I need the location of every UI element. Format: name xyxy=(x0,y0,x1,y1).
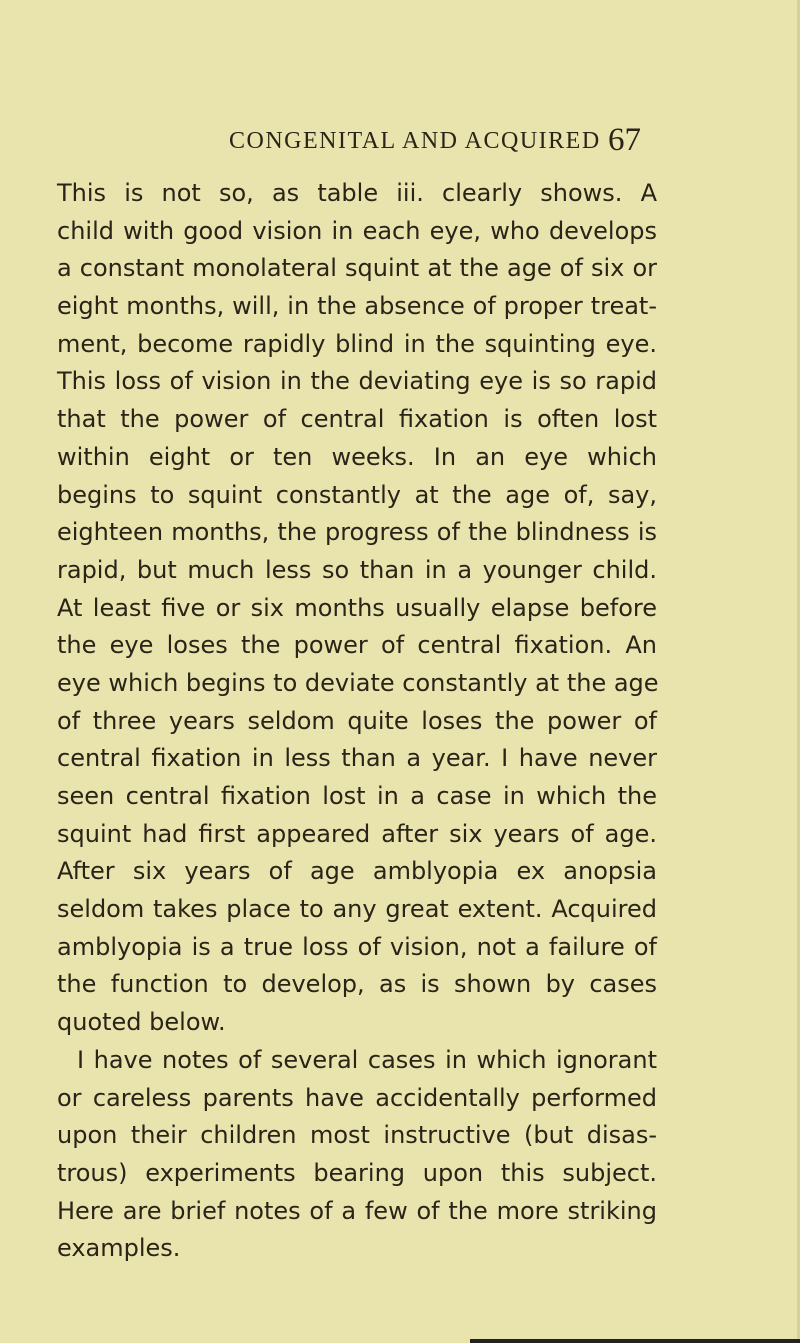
text-line: I have notes of several cases in which ignorant xyxy=(77,1045,657,1074)
text-line: This loss of vision in the deviating eye is so rapid xyxy=(57,367,657,396)
text-line: the function to develop, as is shown by cases xyxy=(57,970,657,999)
text-line: child with good vision in each eye, who develops xyxy=(57,216,657,245)
text-line: or careless parents have accidentally performed xyxy=(57,1083,657,1112)
text-line: eighteen months, the progress of the blindness is xyxy=(57,518,657,547)
text-line: of three years seldom quite loses the power of xyxy=(57,706,657,735)
text-line: that the power of central fixation is often lost xyxy=(57,405,657,434)
text-line: After six years of age amblyopia ex anopsia xyxy=(57,857,657,886)
text-line: amblyopia is a true loss of vision, not a failure of xyxy=(57,932,657,961)
page-number: 67 xyxy=(608,122,641,158)
text-line: seen central fixation lost in a case in which the xyxy=(57,782,657,810)
text-line: examples. xyxy=(57,1234,181,1263)
text-line: a constant monolateral squint at the age of six or xyxy=(57,254,657,283)
running-head xyxy=(0,122,800,168)
text-line: At least five or six months usually elapse before xyxy=(57,593,657,622)
text-line: ment, become rapidly blind in the squinting eye. xyxy=(57,329,657,358)
text-line: eight months, will, in the absence of proper treat- xyxy=(57,292,657,321)
text-line: squint had first appeared after six years of age. xyxy=(57,819,657,848)
text-line: seldom takes place to any great extent. Acquired xyxy=(57,895,657,924)
text-line: trous) experiments bearing upon this subject. xyxy=(57,1158,657,1187)
text-line: begins to squint constantly at the age of, say, xyxy=(57,480,657,509)
running-head-title: CONGENITAL AND ACQUIRED xyxy=(229,128,601,154)
body-text xyxy=(57,175,657,1268)
text-line: Here are brief notes of a few of the more striking xyxy=(57,1196,657,1225)
text-line: upon their children most instructive (but disas- xyxy=(57,1121,657,1150)
text-line: the eye loses the power of central fixation. An xyxy=(57,631,657,660)
text-line: quoted below. xyxy=(57,1008,226,1037)
text-line: within eight or ten weeks. In an eye which xyxy=(57,442,657,471)
text-line: eye which begins to deviate constantly at the age xyxy=(57,668,659,697)
text-line: central fixation in less than a year. I have never xyxy=(57,744,657,773)
text-line: rapid, but much less so than in a younger child. xyxy=(57,555,657,584)
text-line: This is not so, as table iii. clearly shows. A xyxy=(57,179,657,207)
bottom-rule xyxy=(470,1339,800,1343)
